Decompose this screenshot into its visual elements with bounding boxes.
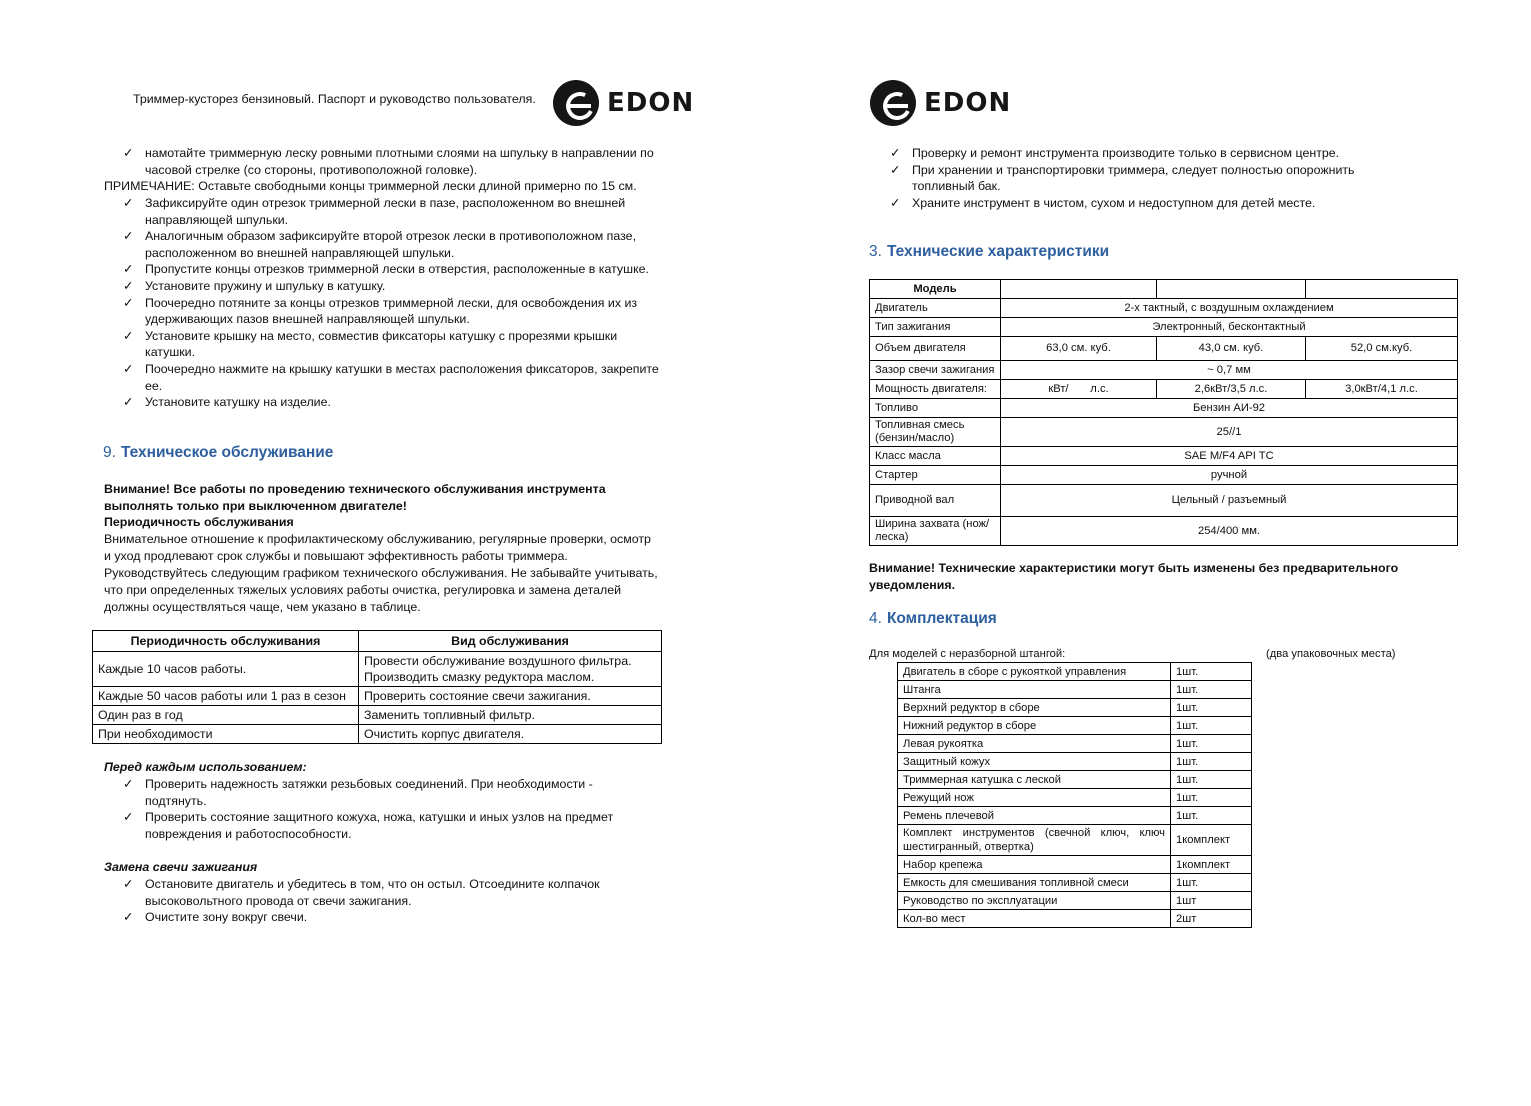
table-row: Стартер ручной: [870, 466, 1458, 485]
check-icon: ✓: [123, 777, 134, 791]
list-item: ✓ Установите пружину и шпульку в катушку.: [123, 278, 386, 293]
check-icon: ✓: [123, 910, 134, 925]
check-icon: ✓: [123, 229, 134, 244]
check-icon: ✓: [123, 395, 134, 410]
table-header: Периодичность обслуживания: [93, 631, 359, 652]
table-row: Мощность двигателя: кВт/ л.с. 2,6кВт/3,5 л.с. 3,0кВт/4,1 л.с.: [870, 380, 1458, 399]
table-row: Ремень плечевой 1шт.: [898, 807, 1252, 825]
list-item: ✓ Установите катушку на изделие.: [123, 395, 331, 410]
table-row: Емкость для смешивания топливной смеси 1шт.: [898, 874, 1252, 892]
table-row: Комплект инструментов (свечной ключ, ключ шестигранный, отвертка) 1комплект: [898, 825, 1252, 856]
table-row: Класс масла SAE M/F4 API TC: [870, 447, 1458, 466]
before-use-list: [123, 776, 643, 842]
table-row: Приводной вал Цельный / разъемный: [870, 485, 1458, 517]
table-row: Ширина захвата (нож/леска) 254/400 мм.: [870, 517, 1458, 546]
list-item: ✓ Остановите двигатель и убедитесь в том, что он остыл. Отсоедините колпачок высоковольтного провода от свечи зажигания.: [123, 877, 600, 908]
specs-table: [869, 279, 1458, 546]
check-icon: ✓: [123, 262, 134, 277]
table-header: Вид обслуживания: [359, 631, 662, 652]
list-item: ✓ Поочередно нажмите на крышку катушки в местах расположения фиксаторов, закрепите ее.: [123, 361, 659, 393]
kit-table: [897, 662, 1252, 928]
check-icon: ✓: [123, 196, 134, 210]
list-item: ✓ Храните инструмент в чистом, сухом и недоступном для детей месте.: [890, 195, 1316, 210]
table-row: Топливо Бензин АИ-92: [870, 399, 1458, 418]
check-icon: ✓: [890, 195, 901, 210]
header-title: Триммер-кусторез бензиновый. Паспорт и руководство пользователя.: [133, 92, 536, 106]
list-item: ✓ Проверку и ремонт инструмента производите только в сервисном центре.: [890, 146, 1340, 160]
table-row: Нижний редуктор в сборе 1шт.: [898, 717, 1252, 735]
maintenance-table: [92, 630, 662, 744]
assembly-list-b: [123, 195, 663, 411]
check-icon: ✓: [123, 328, 134, 343]
table-row: Кол-во мест 2шт: [898, 910, 1252, 928]
table-row: Объем двигателя 63,0 см. куб. 43,0 см. куб. 52,0 см.куб.: [870, 337, 1458, 361]
list-item: ✓ Зафиксируйте один отрезок триммерной лески в пазе, расположенном во внешней направляющей шпульки.: [123, 196, 626, 227]
list-item: ✓ Очистите зону вокруг свечи.: [123, 910, 308, 925]
table-row: Тип зажигания Электронный, бесконтактный: [870, 318, 1458, 337]
list-item: ✓ Пропустите концы отрезков триммерной лески в отверстия, расположенные в катушке.: [123, 262, 649, 277]
table-row: При необходимости Очистить корпус двигателя.: [93, 725, 662, 744]
list-item: ✓ Проверить состояние защитного кожуха, ножа, катушки и иных узлов на предмет повреждения и работоспособности.: [123, 810, 614, 841]
table-row: Двигатель в сборе с рукояткой управления 1шт.: [898, 663, 1252, 681]
table-row: Верхний редуктор в сборе 1шт.: [898, 699, 1252, 717]
table-header: Модель: [870, 280, 1001, 299]
maintenance-warning: Внимание! Все работы по проведению технического обслуживания инструмента выполнять только при выключенном двигателе!: [104, 482, 606, 513]
kit-intro: Для моделей с неразборной штангой:: [869, 648, 1066, 660]
kit-note: (два упаковочных места): [1266, 648, 1396, 660]
check-icon: ✓: [123, 146, 134, 160]
check-icon: ✓: [890, 162, 901, 177]
check-icon: ✓: [123, 361, 134, 376]
check-icon: ✓: [890, 146, 901, 160]
periodicity-heading: Периодичность обслуживания: [104, 515, 294, 529]
table-row: Руководство по эксплуатации 1шт: [898, 892, 1252, 910]
list-item: ✓ Поочередно потяните за концы отрезков триммерной лески, для освобождения их из удерживающих пазов внешней направляющей шпульки.: [123, 295, 638, 327]
table-row: Зазор свечи зажигания ~ 0,7 мм: [870, 361, 1458, 380]
table-row: Один раз в год Заменить топливный фильтр.: [93, 706, 662, 725]
spark-heading: Замена свечи зажигания: [104, 860, 258, 874]
list-item: ✓ При хранении и транспортировки триммера, следует полностью опорожнить топливный бак.: [890, 162, 1355, 194]
brand-logo: [870, 80, 1011, 126]
list-item: ✓ Установите крышку на место, совместив фиксаторы катушку с прорезями крышки катушки.: [123, 328, 618, 360]
note: ПРИМЕЧАНИЕ: Оставьте свободными концы триммерной лески длиной примерно по 15 см.: [104, 179, 637, 193]
assembly-list-a: [123, 145, 663, 178]
periodicity-text: Внимательное отношение к профилактическому обслуживанию, регулярные проверки, осмотр и уход продлевают срок службы и повышают эффективность работы триммера. Руководствуйтесь следующим графиком технического обслуживания. Не забывайте учитывать, что при определенных тяжелых условиях работы очистка, регулировка и замена деталей должны осуществляться чаще, чем указано в таблице.: [104, 532, 658, 614]
list-item: ✓ Аналогичным образом зафиксируйте второй отрезок лески в противоположном пазе, расположенном во внешней направляющей шпульки.: [123, 229, 637, 260]
table-row: Триммерная катушка с леской 1шт.: [898, 771, 1252, 789]
before-use-heading: Перед каждым использованием:: [104, 760, 307, 774]
logo-text: EDON: [607, 88, 695, 118]
list-item: ✓ намотайте триммерную леску ровными плотными слоями на шпульку в направлении по часовой стрелке (со стороны, противоположной головке).: [123, 146, 654, 177]
logo-mark-icon: [553, 80, 599, 126]
section-9-title: 9. Техническое обслуживание: [103, 444, 334, 461]
check-icon: ✓: [123, 877, 134, 891]
list-item: ✓ Проверить надежность затяжки резьбовых соединений. При необходимости - подтянуть.: [123, 777, 593, 808]
check-icon: ✓: [123, 810, 134, 825]
safety-list: [890, 145, 1410, 211]
table-row: Каждые 10 часов работы. Провести обслуживание воздушного фильтра. Производить смазку редуктора маслом.: [93, 652, 662, 687]
left-page: [0, 0, 765, 1106]
table-row: Левая рукоятка 1шт.: [898, 735, 1252, 753]
table-row: Штанга 1шт.: [898, 681, 1252, 699]
spark-list: [123, 876, 643, 926]
right-page: [765, 0, 1531, 1106]
specs-warning: Внимание! Технические характеристики могут быть изменены без предварительного уведомления.: [869, 561, 1399, 592]
section-3-title: 3. Технические характеристики: [869, 243, 1110, 260]
brand-logo: [553, 80, 694, 126]
logo-mark-icon: [870, 80, 916, 126]
section-4-title: 4. Комплектация: [869, 610, 997, 627]
check-icon: ✓: [123, 295, 134, 310]
table-row: Топливная смесь (бензин/масло) 25//1: [870, 418, 1458, 447]
logo-text: EDON: [924, 88, 1012, 118]
table-row: Двигатель 2-х тактный, с воздушным охлаждением: [870, 299, 1458, 318]
table-row: Каждые 50 часов работы или 1 раз в сезон Проверить состояние свечи зажигания.: [93, 687, 662, 706]
table-row: Режущий нож 1шт.: [898, 789, 1252, 807]
check-icon: ✓: [123, 278, 134, 293]
table-row: Набор крепежа 1комплект: [898, 856, 1252, 874]
table-row: Защитный кожух 1шт.: [898, 753, 1252, 771]
